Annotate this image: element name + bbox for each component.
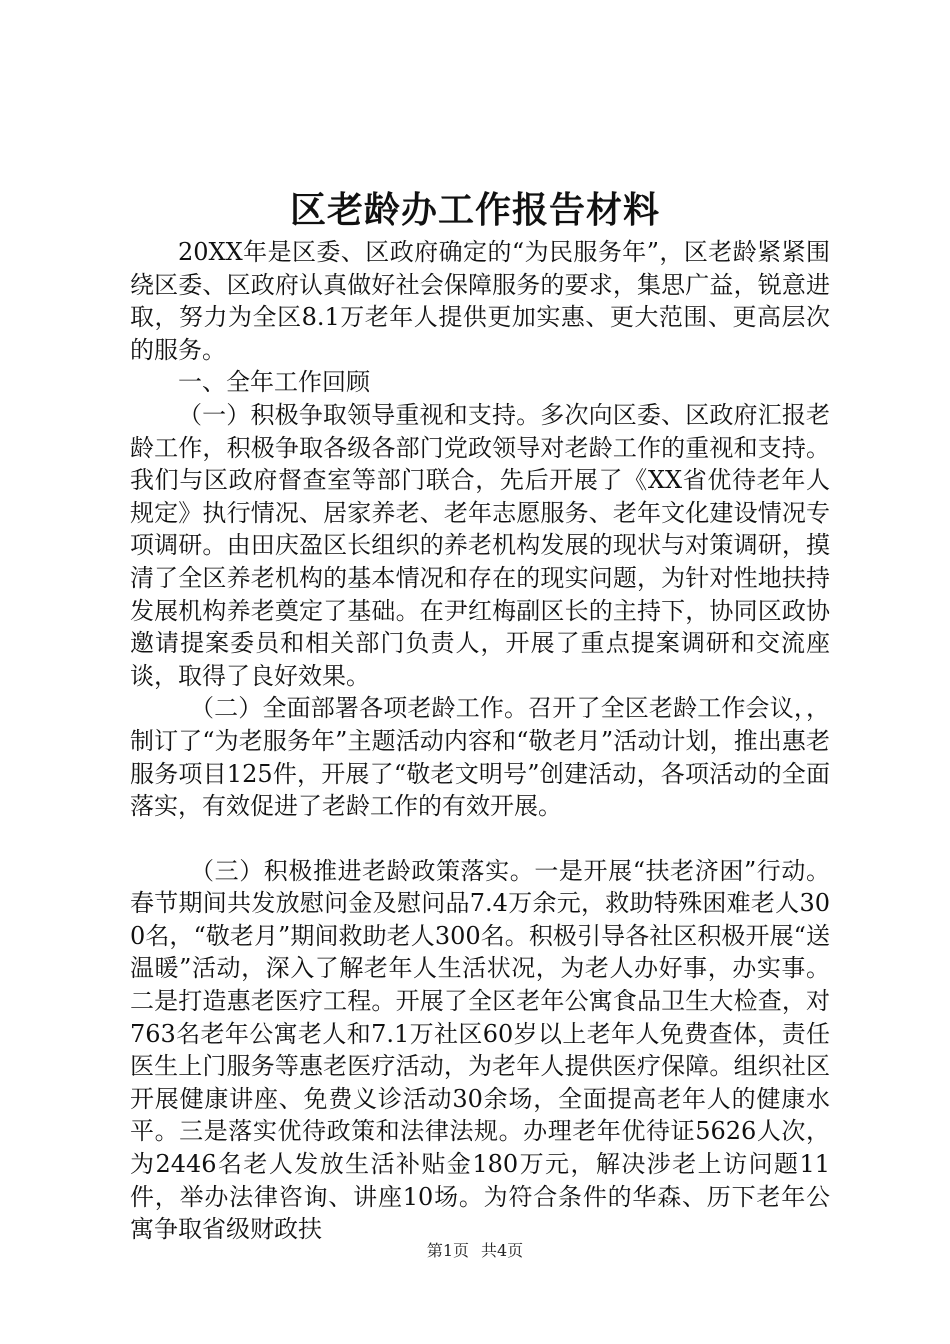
document-body (130, 236, 830, 1246)
document-title: 区老龄办工作报告材料 (289, 189, 660, 231)
intro-paragraph: 20XX年是区委、区政府确定的“为民服务年”，区老龄紧紧围绕区委、区政府认真做好社会保障服务的要求，集思广益，锐意进取，努力为全区8.1万老年人提供更加实惠、更大范围、更高层次的服务。 (130, 238, 830, 364)
paragraph-policy: （三）积极推进老龄政策落实。一是开展“扶老济困”行动。春节期间共发放慰问金及慰问品7.4万余元，救助特殊困难老人300名，“敬老月”期间救助老人300名。积极引导各社区积极开展“送温暖”活动，深入了解老年人生活状况，为老人办好事，办实事。二是打造惠老医疗工程。开展了全区老年公寓食品卫生大检查，对763名老年公寓老人和7.1万社区60岁以上老年人免费查体，责任医生上门服务等惠老医疗活动，为老年人提供医疗保障。组织社区开展健康讲座、免费义诊活动30余场，全面提高老年人的健康水平。三是落实优待政策和法律法规。办理老年优待证5626人次，为2446名老人发放生活补贴金180万元，解决涉老上访问题11件，举办法律咨询、讲座10场。为符合条件的华森、历下老年公寓争取省级财政扶 (130, 856, 830, 1244)
paragraph-gap (130, 823, 830, 855)
page-footer (0, 1241, 950, 1261)
page-total: 共4页 (481, 1241, 524, 1260)
section-heading: 一、全年工作回顾 (178, 368, 370, 397)
page-number: 第1页 (426, 1241, 469, 1260)
paragraph-leadership-support: （一）积极争取领导重视和支持。多次向区委、区政府汇报老龄工作，积极争取各级各部门党政领导对老龄工作的重视和支持。我们与区政府督查室等部门联合，先后开展了《XX省优待老年人规定》执行情况、居家养老、老年志愿服务、老年文化建设情况专项调研。由田庆盈区长组织的养老机构发展的现状与对策调研，摸清了全区养老机构的基本情况和存在的现实问题，为针对性地扶持发展机构养老奠定了基础。在尹红梅副区长的主持下，协同区政协邀请提案委员和相关部门负责人，开展了重点提案调研和交流座谈，取得了良好效果。 (130, 400, 830, 690)
paragraph-deployment: （二）全面部署各项老龄工作。召开了全区老龄工作会议，，制订了“为老服务年”主题活动内容和“敬老月”活动计划，推出惠老服务项目125件，开展了“敬老文明号”创建活动，各项活动的全面落实，有效促进了老龄工作的有效开展。 (130, 694, 830, 821)
